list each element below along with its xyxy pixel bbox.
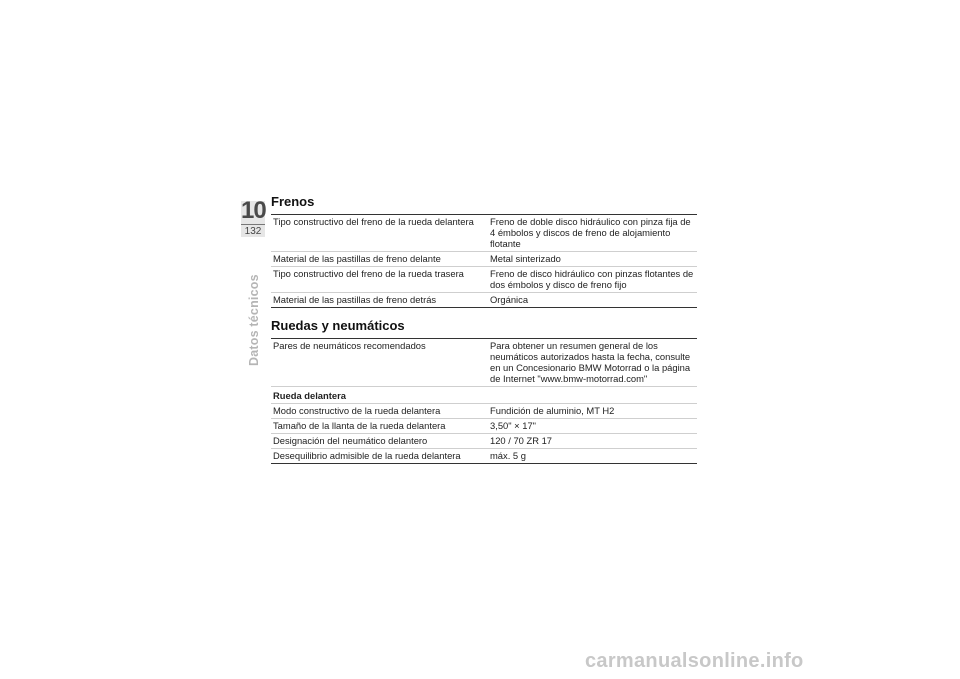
content [271, 194, 697, 464]
spec-value: máx. 5 g [488, 449, 697, 464]
table-row [271, 449, 697, 464]
brakes-table [271, 214, 697, 308]
spec-value: Metal sinterizado [488, 252, 697, 267]
spec-label: Material de las pastillas de freno detrás [271, 293, 488, 308]
wheels-table [271, 338, 697, 464]
section-title-brakes: Frenos [271, 194, 315, 209]
spec-label: Tipo constructivo del freno de la rueda trasera [271, 267, 488, 293]
spec-value: Orgánica [488, 293, 697, 308]
front-wheel-heading: Rueda delantera [271, 387, 697, 404]
spec-label: Material de las pastillas de freno delante [271, 252, 488, 267]
table-row [271, 293, 697, 308]
watermark: carmanualsonline.info [585, 650, 804, 672]
spec-label: Tamaño de la llanta de la rueda delantera [271, 419, 488, 434]
table-row [271, 434, 697, 449]
chapter-divider [241, 224, 265, 225]
section-title-wheels: Ruedas y neumáticos [271, 318, 405, 333]
spec-value: 3,50" × 17" [488, 419, 697, 434]
spec-label: Pares de neumáticos recomendados [271, 339, 488, 387]
spec-label: Desequilibrio admisible de la rueda delantera [271, 449, 488, 464]
spec-value: 120 / 70 ZR 17 [488, 434, 697, 449]
table-row [271, 404, 697, 419]
table-row [271, 252, 697, 267]
spec-value: Freno de disco hidráulico con pinzas flotantes de dos émbolos y disco de freno fijo [488, 267, 697, 293]
table-subheading [271, 387, 697, 404]
spec-value: Para obtener un resumen general de los neumáticos autorizados hasta la fecha, consulte en un Concesionario BMW Motorrad o la página de Internet "www.bmw-motorrad.com" [488, 339, 697, 387]
table-row [271, 215, 697, 252]
page-number: 132 [244, 226, 262, 237]
spec-label: Designación del neumático delantero [271, 434, 488, 449]
table-row [271, 419, 697, 434]
table-row [271, 339, 697, 387]
chapter-number: 10 [241, 197, 266, 224]
chapter-title: Datos técnicos [247, 274, 261, 366]
spec-value: Freno de doble disco hidráulico con pinza fija de 4 émbolos y discos de freno de alojamiento flotante [488, 215, 697, 252]
spec-label: Tipo constructivo del freno de la rueda delantera [271, 215, 488, 252]
spec-value: Fundición de aluminio, MT H2 [488, 404, 697, 419]
table-row [271, 267, 697, 293]
spec-label: Modo constructivo de la rueda delantera [271, 404, 488, 419]
